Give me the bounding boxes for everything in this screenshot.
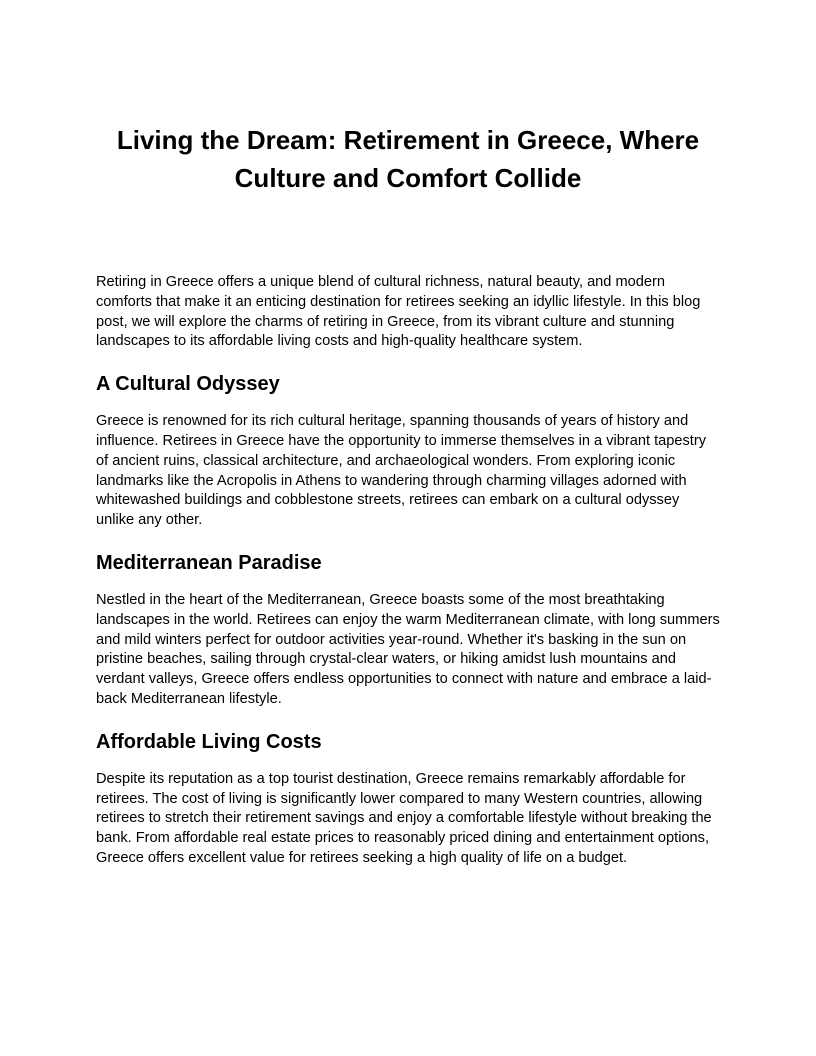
document-page	[96, 0, 720, 869]
section-heading: A Cultural Odyssey	[96, 373, 280, 396]
section-heading: Mediterranean Paradise	[96, 551, 322, 574]
section-body: Nestled in the heart of the Mediterranean, Greece boasts some of the most breathtaking landscapes in the world. Retirees can enjoy the warm Mediterranean climate, with long summers and mild winters perfect for outdoor activities year-round. Whether it's basking in the sun on pristine beaches, sailing through crystal-clear waters, or hiking amidst lush mountains and verdant valleys, Greece offers endless opportunities to connect with nature and embrace a laid-back Mediterranean lifestyle.	[96, 591, 720, 707]
section-heading: Affordable Living Costs	[96, 730, 322, 753]
section-body: Greece is renowned for its rich cultural heritage, spanning thousands of years of history and influence. Retirees in Greece have the opportunity to immerse themselves in a vibrant tapestry of ancient ruins, classical architecture, and archaeological wonders. From exploring iconic landmarks like the Acropolis in Athens to wandering through charming villages adorned with whitewashed buildings and cobblestone streets, retirees can embark on a cultural odyssey unlike any other.	[96, 413, 706, 529]
document-title: Living the Dream: Retirement in Greece, Where Culture and Comfort Collide	[116, 125, 700, 193]
section-mediterranean-paradise	[96, 550, 720, 710]
section-body: Despite its reputation as a top tourist destination, Greece remains remarkably affordable for retirees. The cost of living is significantly lower compared to many Western countries, allowing retirees to stretch their retirement savings and enjoy a comfortable lifestyle without breaking the bank. From affordable real estate prices to reasonably priced dining and entertainment options, Greece offers excellent value for retirees seeking a high quality of life on a budget.	[96, 770, 712, 866]
intro-paragraph: Retiring in Greece offers a unique blend of cultural richness, natural beauty, and modern comforts that make it an enticing destination for retirees seeking an idyllic lifestyle. In this blog post, we will explore the charms of retiring in Greece, from its vibrant culture and stunning landscapes to its affordable living costs and high-quality healthcare system.	[96, 274, 701, 350]
section-cultural-odyssey	[96, 371, 720, 531]
section-affordable-living-costs	[96, 729, 720, 869]
